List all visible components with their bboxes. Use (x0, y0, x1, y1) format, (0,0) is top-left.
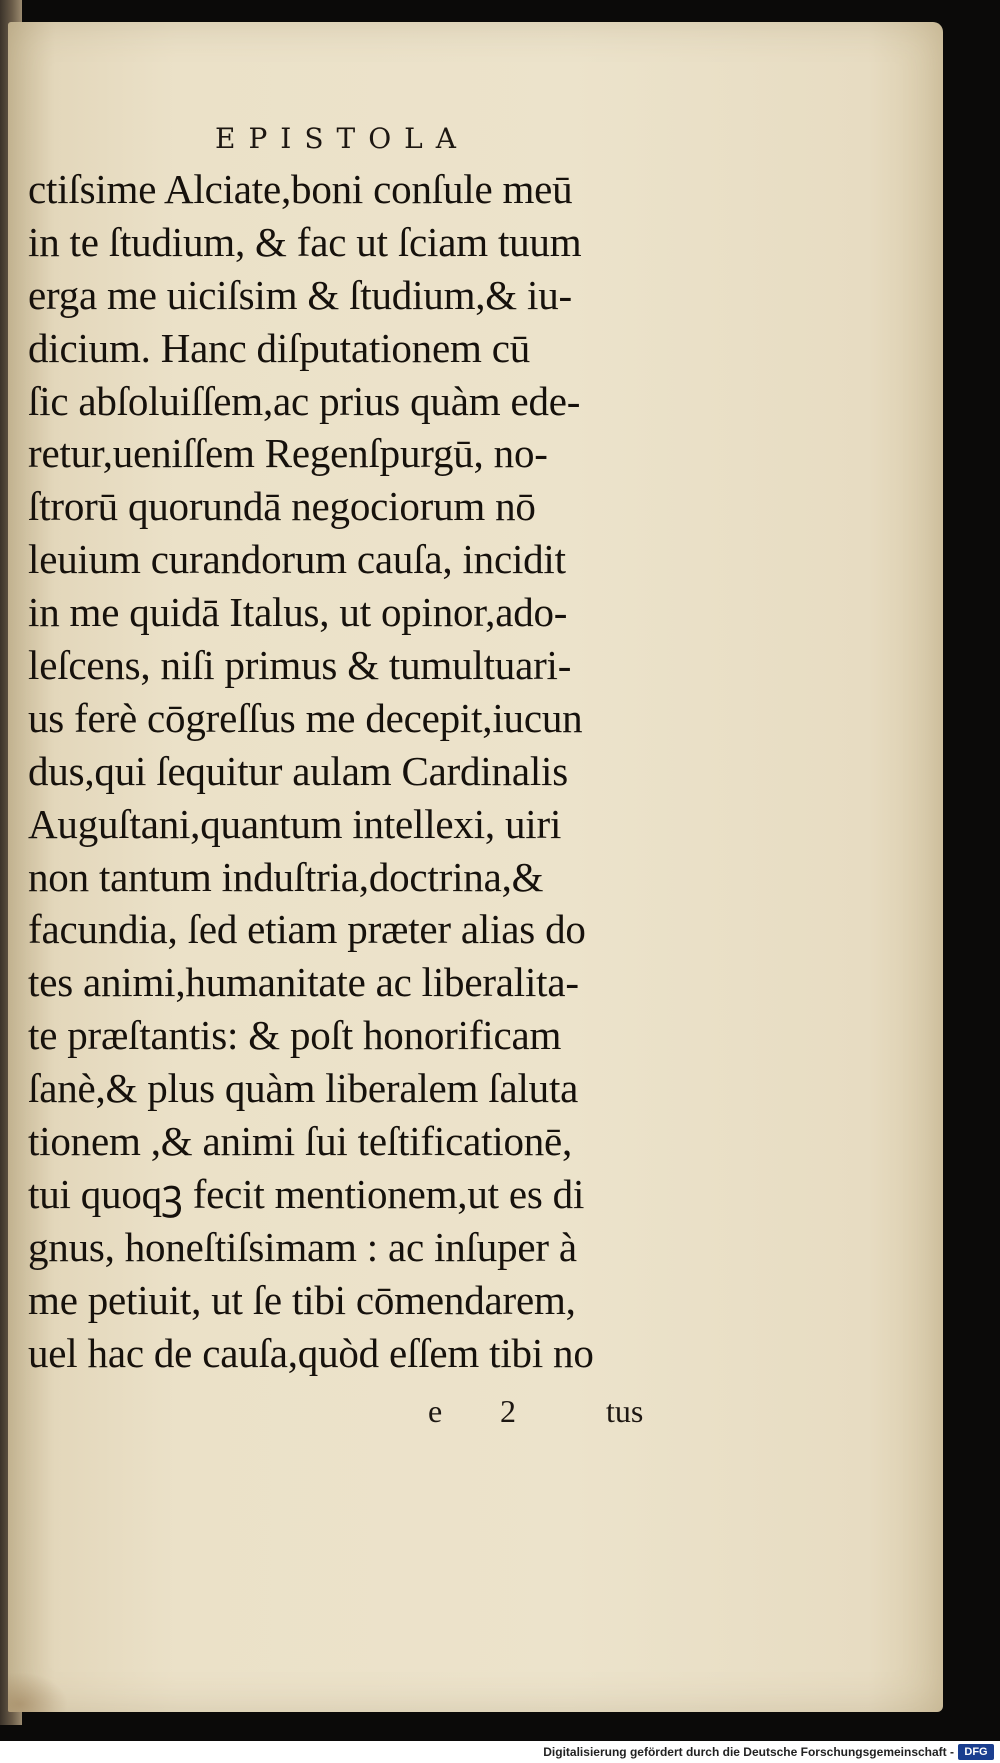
text-line: uel hac de cauſa,quòd eſſem tibi no (28, 1329, 594, 1376)
text-line: ſanè,& plus quàm liberalem ſaluta (28, 1065, 579, 1112)
text-line: us ferè cōgreſſus me decepit,iucun (28, 694, 583, 741)
text-line: in me quidā Italus, ut opinor,ado- (28, 589, 568, 636)
text-line: leuium curandorum cauſa, incidit (28, 536, 566, 583)
text-line: retur,ueniſſem Regenſpurgū, no- (28, 430, 548, 477)
text-line: tui quoqꝫ fecit mentionem,ut es di (28, 1170, 585, 1217)
text-line: facundia, ſed etiam præter alias do (28, 906, 586, 953)
catchword: tus (606, 1393, 644, 1429)
text-line: gnus, honeſtiſsimam : ac inſuper à (28, 1223, 577, 1270)
text-line: ctiſsime Alciate,boni conſule meū (28, 166, 573, 212)
text-line: ſic abſoluiſſem,ac prius quàm ede- (28, 377, 581, 424)
text-block (28, 163, 678, 1379)
signature-line (428, 1393, 678, 1433)
text-line: tionem ,& animi ſui teſtificationē, (28, 1118, 573, 1165)
signature-mark: e (428, 1393, 443, 1429)
text-line: te præſtantis: & poſt honorificam (28, 1012, 562, 1059)
text-line: me petiuit, ut ſe tibi cōmendarem, (28, 1276, 576, 1323)
text-line: tes animi,humanitate ac liberalita- (28, 959, 579, 1006)
dfg-logo: DFG (958, 1744, 994, 1760)
running-head: EPISTOLA (215, 122, 469, 155)
text-line: leſcens, niſi primus & tumultuari- (28, 642, 572, 689)
text-line: dus,qui ſequitur aulam Cardinalis (28, 747, 568, 794)
text-line: Auguſtani,quantum intellexi, uiri (28, 800, 562, 847)
text-line: erga me uiciſsim & ſtudium,& iu- (28, 271, 572, 318)
text-line: ſtrorū quorundā negociorum nō (28, 483, 536, 530)
page-stain (8, 1672, 68, 1712)
footer-bar (0, 1741, 1000, 1763)
text-line: in te ſtudium, & fac ut ſciam tuum (28, 218, 582, 265)
text-line: dicium. Hanc diſputationem cū (28, 324, 531, 371)
signature-number: 2 (500, 1393, 516, 1429)
footer-credit: Digitalisierung gefördert durch die Deutsche Forschungsgemeinschaft - (543, 1745, 954, 1759)
text-line: non tantum induſtria,doctrina,& (28, 853, 544, 900)
